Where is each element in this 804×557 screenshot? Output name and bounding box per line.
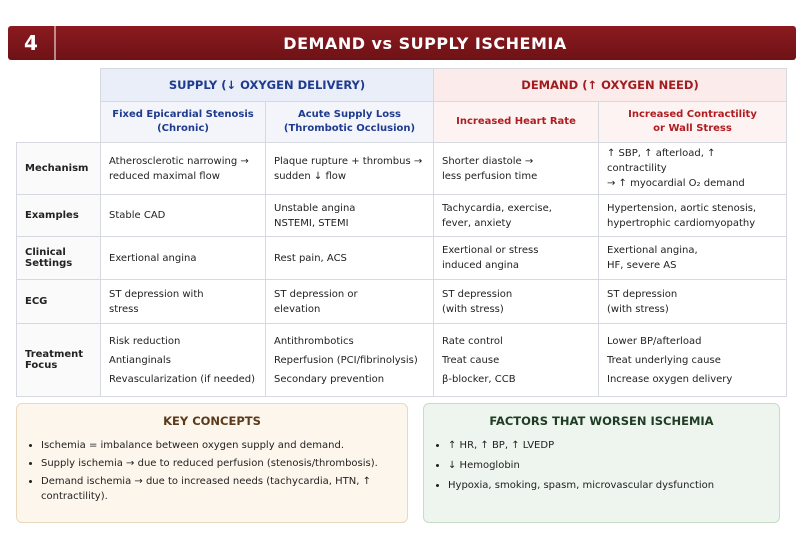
table-row (17, 143, 787, 195)
supply-group-header: SUPPLY (↓ OXYGEN DELIVERY) (101, 69, 434, 102)
row-label-examples: Examples (17, 195, 101, 237)
table-cell: Unstable angina NSTEMI, STEMI (266, 195, 434, 237)
table-row (17, 237, 787, 280)
table-cell: Exertional or stress induced angina (434, 237, 599, 280)
table-cell: Hypertension, aortic stenosis, hypertrophic cardiomyopathy (599, 195, 787, 237)
subheader-fixed-stenosis: Fixed Epicardial Stenosis (Chronic) (101, 102, 266, 143)
table-cell (101, 324, 266, 397)
group-header-row (17, 69, 787, 102)
table-cell: Exertional angina (101, 237, 266, 280)
subheader-increased-heart-rate: Increased Heart Rate (434, 102, 599, 143)
table-cell (266, 324, 434, 397)
table-row (17, 280, 787, 324)
list-item: • Hypoxia, smoking, spasm, microvascular dysfunction (448, 478, 769, 493)
table-cell: ST depression or elevation (266, 280, 434, 324)
row-label-clinical-settings: Clinical Settings (17, 237, 101, 280)
table-cell: ST depression with stress (101, 280, 266, 324)
key-concepts-title: KEY CONCEPTS (163, 414, 261, 428)
subheader-acute-supply-loss: Acute Supply Loss (Thrombotic Occlusion) (266, 102, 434, 143)
treatment-item: Antianginals (109, 354, 171, 366)
row-label-mechanism: Mechanism (17, 143, 101, 195)
treatment-item: Revascularization (if needed) (109, 373, 256, 385)
table-cell: Shorter diastole → less perfusion time (434, 143, 599, 195)
table-cell: Rest pain, ACS (266, 237, 434, 280)
list-item: • Demand ischemia → due to increased needs (tachycardia, HTN, ↑ contractility). (41, 474, 397, 504)
demand-group-header: DEMAND (↑ OXYGEN NEED) (434, 69, 787, 102)
table-cell: Exertional angina, HF, severe AS (599, 237, 787, 280)
table-cell: Stable CAD (101, 195, 266, 237)
table-cell: ST depression (with stress) (599, 280, 787, 324)
treatment-item: Treat underlying cause (607, 354, 721, 366)
treatment-item: Increase oxygen delivery (607, 373, 733, 385)
list-item: • Supply ischemia → due to reduced perfusion (stenosis/thrombosis). (41, 456, 397, 471)
treatment-item: Reperfusion (PCI/fibrinolysis) (274, 354, 418, 366)
factors-list (424, 438, 779, 493)
list-item: • ↑ HR, ↑ BP, ↑ LVEDP (448, 438, 769, 453)
section-header (8, 26, 796, 60)
table-row (17, 324, 787, 397)
factors-box (423, 403, 780, 523)
subheader-row (17, 102, 787, 143)
table-cell (434, 324, 599, 397)
table-cell: Plaque rupture + thrombus → sudden ↓ flow (266, 143, 434, 195)
subheader-increased-contractility: Increased Contractility or Wall Stress (599, 102, 787, 143)
key-concepts-list (17, 438, 407, 504)
table-row (17, 195, 787, 237)
row-label-treatment-focus: Treatment Focus (17, 324, 101, 397)
treatment-item: Treat cause (442, 354, 500, 366)
treatment-item: Rate control (442, 335, 503, 347)
treatment-item: Antithrombotics (274, 335, 354, 347)
table-cell: Atherosclerotic narrowing → reduced maximal flow (101, 143, 266, 195)
section-title: DEMAND vs SUPPLY ISCHEMIA (283, 33, 567, 53)
list-item: • Ischemia = imbalance between oxygen supply and demand. (41, 438, 397, 453)
table-corner (17, 69, 101, 102)
row-label-ecg: ECG (17, 280, 101, 324)
section-number: 4 (8, 26, 56, 60)
treatment-item: Risk reduction (109, 335, 181, 347)
table-cell: ST depression (with stress) (434, 280, 599, 324)
treatment-item: β-blocker, CCB (442, 373, 516, 385)
table-cell (599, 324, 787, 397)
table-corner (17, 102, 101, 143)
list-item: • ↓ Hemoglobin (448, 458, 769, 473)
factors-title: FACTORS THAT WORSEN ISCHEMIA (489, 414, 714, 428)
treatment-item: Lower BP/afterload (607, 335, 702, 347)
treatment-item: Secondary prevention (274, 373, 385, 385)
comparison-table (16, 68, 787, 397)
table-cell: Tachycardia, exercise, fever, anxiety (434, 195, 599, 237)
table-cell: ↑ SBP, ↑ afterload, ↑ contractility → ↑ myocardial O₂ demand (599, 143, 787, 195)
key-concepts-box (16, 403, 408, 523)
